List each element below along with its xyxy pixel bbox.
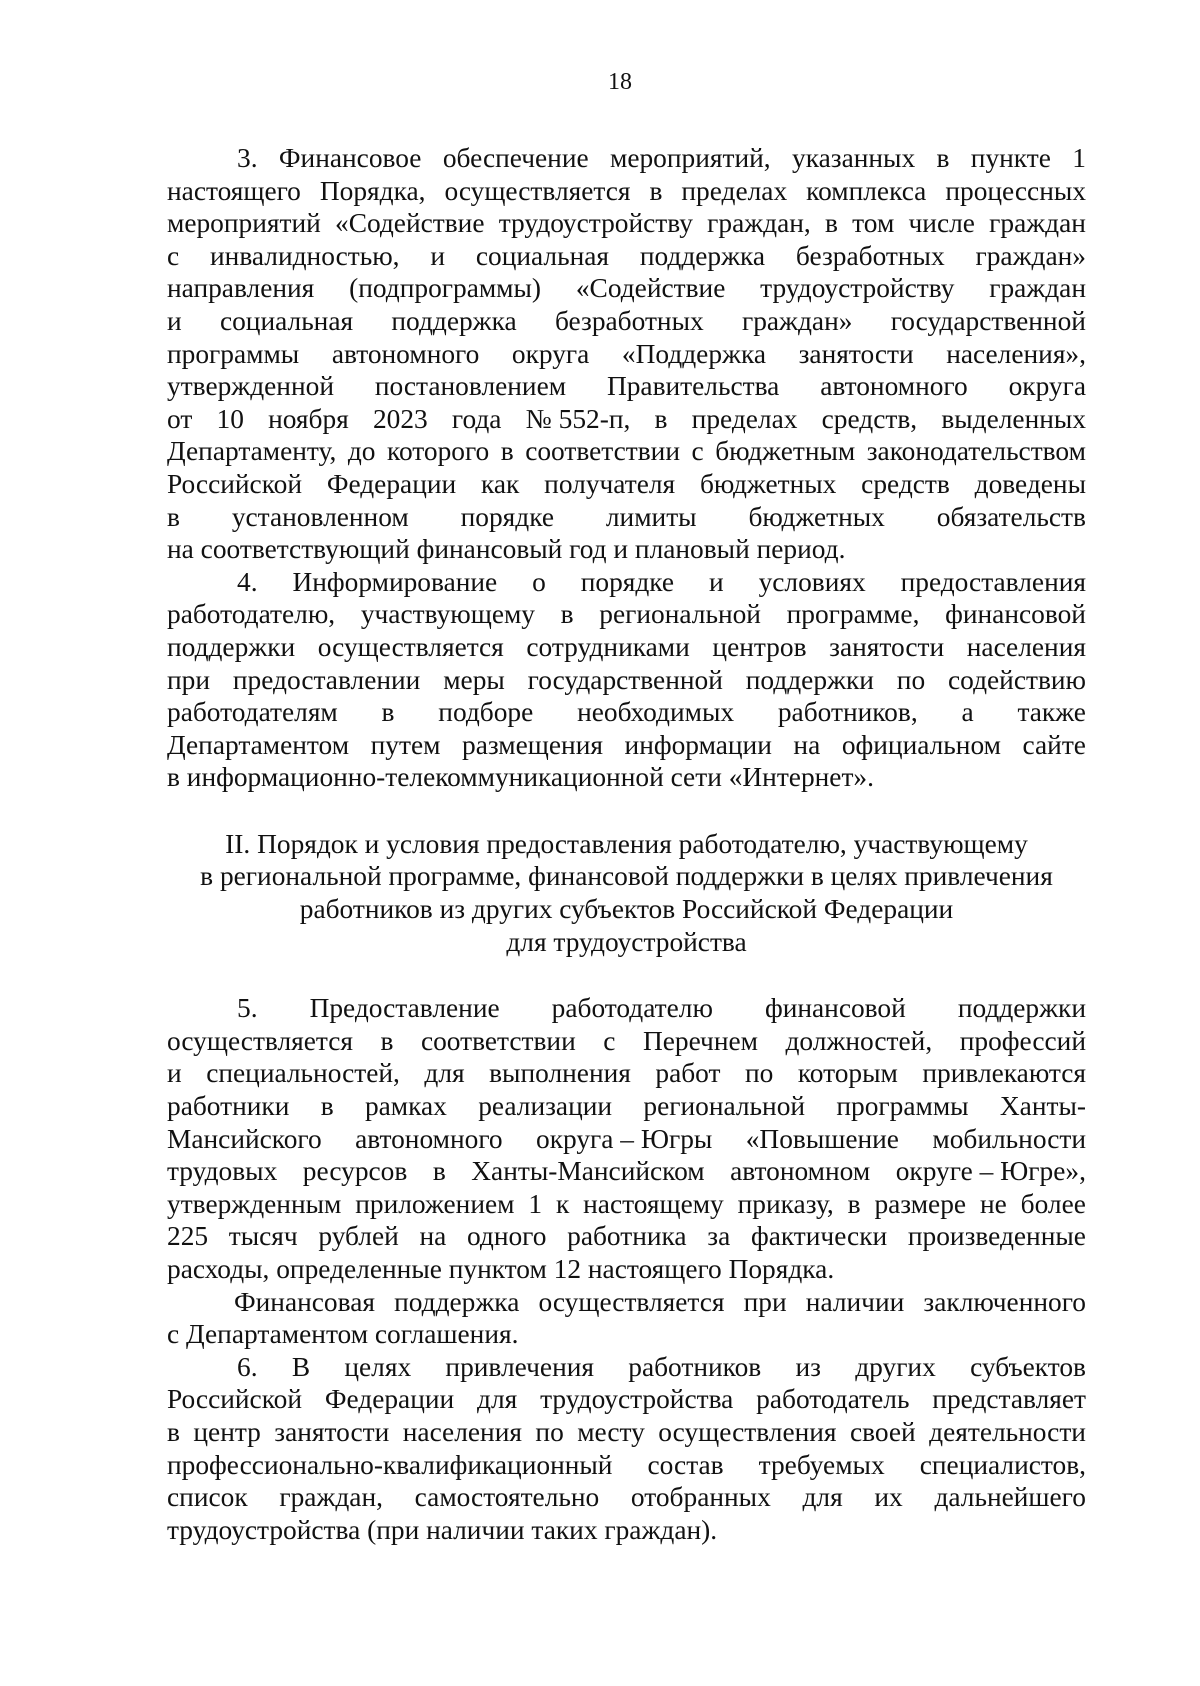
word: граждан: [989, 208, 1086, 239]
word: как: [480, 468, 520, 499]
word: осуществляется: [317, 631, 504, 662]
word: 6.: [237, 1351, 258, 1382]
word: трудовых: [167, 1156, 278, 1187]
text-line: [167, 305, 1086, 338]
word: специальностей,: [206, 1058, 400, 1089]
word: к: [555, 1188, 570, 1219]
word: соответствии: [420, 1025, 576, 1056]
paragraph-3: [167, 142, 1086, 566]
word: для: [477, 1384, 518, 1415]
word: соответствии: [525, 436, 680, 467]
text-line: [167, 696, 1086, 729]
word: обязательств: [936, 501, 1086, 532]
word: ноября: [268, 403, 349, 434]
word: которого: [387, 436, 490, 467]
text-line: [167, 240, 1086, 273]
text-line: [167, 1481, 1086, 1514]
word: работодателю: [551, 993, 713, 1024]
word: в: [560, 599, 574, 630]
text-line: [167, 501, 1086, 534]
text-line: [167, 468, 1086, 501]
word: предоставлении: [232, 664, 421, 695]
text-line: [167, 142, 1086, 175]
word: средств,: [821, 403, 918, 434]
word: трудоустройству: [760, 273, 955, 304]
word: по: [535, 1416, 564, 1447]
word: трудоустройству: [498, 208, 693, 239]
word: и: [430, 240, 446, 271]
word: финансовой: [945, 599, 1086, 630]
word: 2023: [372, 403, 428, 434]
word: работ: [655, 1058, 721, 1089]
word: размере: [874, 1188, 967, 1219]
word: Российской: [167, 1384, 302, 1415]
text-line: [167, 207, 1086, 240]
paragraph-6: [167, 1351, 1086, 1547]
word: с: [691, 436, 704, 467]
section-heading-line: в региональной программе, финансовой поддержки в целях привлечения: [200, 861, 1053, 892]
text-line: [167, 598, 1086, 631]
word: занятости: [798, 338, 914, 369]
word: 4.: [237, 566, 258, 597]
word: Департаменту,: [167, 436, 337, 467]
word: содействию: [948, 664, 1086, 695]
word: приложением: [355, 1188, 515, 1219]
word: работников: [628, 1351, 762, 1382]
word: настоящего: [167, 175, 301, 206]
word: пределах: [681, 175, 788, 206]
word: настоящему: [583, 1188, 724, 1219]
word: работника: [567, 1221, 687, 1252]
word: в: [167, 1416, 180, 1447]
word: бюджетным: [715, 436, 856, 467]
word: региональной: [643, 1091, 806, 1122]
word: 225: [167, 1221, 209, 1252]
word: на: [419, 1221, 447, 1252]
word: «Повышение: [745, 1123, 899, 1154]
text-line: [167, 1220, 1086, 1253]
text-line: [167, 435, 1086, 468]
word: безработных: [554, 305, 704, 336]
word: работодатель: [756, 1384, 910, 1415]
word: размещения: [462, 729, 603, 760]
word: не: [979, 1188, 1007, 1219]
word: тысяч: [228, 1221, 298, 1252]
word: и: [167, 1058, 182, 1089]
word: в: [654, 403, 668, 434]
word: округа: [1008, 371, 1086, 402]
text-line-last: трудоустройства (при наличии таких граждан).: [167, 1514, 718, 1545]
document-body: [167, 142, 1086, 1546]
word: по: [744, 1058, 774, 1089]
word: социальная: [475, 240, 609, 271]
word: Правительства: [606, 371, 780, 402]
word: в: [500, 436, 514, 467]
text-line-last: с Департаментом соглашения.: [167, 1319, 519, 1350]
word: Федерации: [326, 468, 457, 499]
word: государственной: [890, 305, 1086, 336]
text-line: [167, 1057, 1086, 1090]
word: поддержки: [745, 664, 874, 695]
word: финансовой: [764, 993, 906, 1024]
word: Российской: [167, 468, 302, 499]
word: обеспечение: [442, 143, 589, 173]
text-line-last: расходы, определенные пунктом 12 настоящего Порядка.: [167, 1254, 835, 1284]
word: других: [855, 1351, 936, 1382]
text-line: [167, 1155, 1086, 1188]
word: округа: [511, 338, 590, 369]
word: средств: [861, 468, 950, 499]
word: за: [707, 1221, 731, 1252]
word: самостоятельно: [414, 1482, 600, 1513]
section-heading-line: для трудоустройства: [506, 926, 747, 957]
word: доведены: [974, 468, 1086, 499]
text-line: [167, 1090, 1086, 1123]
word: получателя: [544, 468, 676, 499]
word: меры: [443, 664, 505, 695]
word: программы: [167, 338, 300, 369]
word: их: [874, 1482, 903, 1513]
text-line: [167, 403, 1086, 436]
text-line: [167, 175, 1086, 208]
text-line: [167, 1351, 1086, 1384]
word: лимиты: [605, 501, 697, 532]
word: необходимых: [577, 697, 735, 728]
word: работники: [167, 1091, 290, 1122]
word: предоставления: [900, 566, 1086, 597]
word: привлекаются: [922, 1058, 1086, 1089]
word: фактически: [750, 1221, 888, 1252]
word: требуемых: [758, 1449, 885, 1480]
word: (подпрограммы): [349, 273, 542, 304]
word: Мансийского: [167, 1123, 322, 1154]
word: Федерации: [324, 1384, 455, 1415]
word: поддержка: [391, 305, 517, 336]
word: граждан»: [975, 240, 1086, 271]
word: комплекса: [806, 175, 927, 206]
paragraph-5: [167, 992, 1086, 1285]
word: условиях: [758, 566, 866, 597]
text-line: [167, 992, 1086, 1025]
word: года: [451, 403, 502, 434]
word: приказу,: [737, 1188, 834, 1219]
word: центр: [193, 1416, 261, 1447]
word: наличии: [805, 1286, 905, 1317]
word: установленном: [231, 501, 409, 532]
word: из: [795, 1351, 821, 1382]
word: ресурсов: [302, 1156, 408, 1187]
text-line: [167, 272, 1086, 305]
word: своей: [849, 1416, 916, 1447]
text-line: [167, 631, 1086, 664]
word: и: [709, 566, 724, 597]
word: населения: [966, 631, 1086, 662]
word: Порядка,: [319, 175, 426, 206]
word: В: [291, 1351, 311, 1382]
word: программы: [836, 1091, 969, 1122]
word: сайте: [1022, 729, 1086, 760]
word: Финансовая: [234, 1286, 375, 1317]
word: занятости: [274, 1416, 390, 1447]
word: трудоустройства: [540, 1384, 734, 1415]
word: в: [432, 1156, 446, 1187]
word: № 552-п,: [525, 403, 631, 434]
word: Предоставление: [309, 993, 500, 1024]
section-heading: [167, 828, 1086, 958]
spacer: [167, 794, 1086, 828]
word: в: [167, 501, 180, 532]
word: граждан: [989, 273, 1086, 304]
word: профессий: [959, 1025, 1086, 1056]
word: состав: [647, 1449, 724, 1480]
word: бюджетных: [699, 468, 837, 499]
text-line: [167, 1416, 1086, 1449]
word: информации: [624, 729, 772, 760]
word: мобильности: [932, 1123, 1086, 1154]
word: автономного: [820, 371, 968, 402]
word: утвержденной: [167, 371, 334, 402]
word: для: [802, 1482, 843, 1513]
word: месту: [577, 1416, 645, 1447]
paragraph-4: [167, 566, 1086, 794]
word: одного: [466, 1221, 547, 1252]
text-line: [167, 729, 1086, 762]
word: реализации: [478, 1091, 613, 1122]
word: выделенных: [941, 403, 1086, 434]
text-line: [167, 1383, 1086, 1416]
word: в: [936, 143, 950, 173]
word: отобранных: [630, 1482, 771, 1513]
word: осуществляется: [538, 1286, 725, 1317]
word: также: [1017, 697, 1086, 728]
word: в: [847, 1188, 861, 1219]
word: мероприятий: [167, 208, 321, 239]
word: безработных: [795, 240, 945, 271]
word: осуществления: [658, 1416, 837, 1447]
word: целях: [344, 1351, 412, 1382]
word: Перечнем: [642, 1025, 758, 1056]
word: 1: [1072, 143, 1086, 173]
word: граждан,: [707, 208, 811, 239]
word: выполнения: [489, 1058, 631, 1089]
word: 5.: [237, 993, 258, 1024]
spacer: [167, 958, 1086, 992]
word: а: [961, 697, 974, 728]
word: дальнейшего: [934, 1482, 1086, 1513]
word: пункте: [970, 143, 1051, 173]
word: «Содействие: [575, 273, 726, 304]
word: автономном: [730, 1156, 871, 1187]
paragraph-5-continued: [167, 1286, 1086, 1351]
word: с: [603, 1025, 616, 1056]
word: в: [649, 175, 663, 206]
word: осуществляется: [444, 175, 631, 206]
word: официальном: [841, 729, 1001, 760]
word: поддержки: [957, 993, 1086, 1024]
word: государственной: [527, 664, 723, 695]
text-line: [167, 1025, 1086, 1058]
word: граждан,: [279, 1482, 383, 1513]
word: 10: [216, 403, 244, 434]
word: в: [381, 697, 395, 728]
word: для: [424, 1058, 465, 1089]
section-heading-line: работников из других субъектов Российской Федерации: [299, 894, 954, 925]
word: в: [320, 1091, 334, 1122]
word: при: [743, 1286, 787, 1317]
word: порядке: [580, 566, 675, 597]
word: с: [167, 240, 180, 271]
word: сотрудниками: [526, 631, 690, 662]
word: до: [347, 436, 376, 467]
word: Ханты-Мансийском: [471, 1156, 705, 1187]
word: бюджетных: [748, 501, 885, 532]
word: «Содействие: [335, 208, 485, 239]
word: населения»,: [946, 338, 1086, 369]
word: о: [532, 566, 546, 597]
text-line: [167, 1188, 1086, 1221]
word: постановлением: [374, 371, 567, 402]
word: по: [896, 664, 926, 695]
word: рублей: [318, 1221, 399, 1252]
text-line: [167, 370, 1086, 403]
word: поддержка: [394, 1286, 520, 1317]
word: автономного: [355, 1123, 503, 1154]
word: утвержденным: [167, 1188, 342, 1219]
word: работников,: [777, 697, 918, 728]
word: в: [380, 1025, 394, 1056]
word: законодательством: [866, 436, 1086, 467]
word: поддержки: [167, 631, 296, 662]
word: которым: [797, 1058, 898, 1089]
word: региональной: [599, 599, 761, 630]
word: специалистов,: [919, 1449, 1086, 1480]
word: деятельности: [929, 1416, 1086, 1447]
word: при: [167, 664, 211, 695]
text-line: [167, 1123, 1086, 1156]
word: более: [1020, 1188, 1086, 1219]
word: направления: [167, 273, 315, 304]
word: на: [793, 729, 821, 760]
page-number: 18: [608, 69, 632, 95]
word: участвующему: [360, 599, 535, 630]
word: порядке: [460, 501, 554, 532]
word: от: [167, 403, 193, 434]
word: 3.: [237, 143, 258, 173]
text-line: [167, 566, 1086, 599]
word: указанных: [792, 143, 916, 173]
word: 1: [528, 1188, 543, 1219]
word: подборе: [438, 697, 534, 728]
text-line: [167, 1449, 1086, 1482]
section-heading-line: II. Порядок и условия предоставления работодателю, участвующему: [225, 828, 1028, 859]
word: центров: [712, 631, 807, 662]
word: путем: [370, 729, 441, 760]
word: субъектов: [970, 1351, 1086, 1382]
word: Департаментом: [167, 729, 350, 760]
text-line: [167, 1286, 1086, 1319]
word: поддержка: [639, 240, 766, 271]
word: Информирование: [292, 566, 498, 597]
word: округа – Югры: [536, 1123, 713, 1154]
word: граждан»: [741, 305, 853, 336]
word: в: [825, 208, 838, 239]
word: Финансовое: [278, 143, 422, 173]
word: привлечения: [445, 1351, 594, 1382]
word: работодателю,: [167, 599, 336, 630]
word: рамках: [364, 1091, 447, 1122]
word: должностей,: [785, 1025, 933, 1056]
word: Ханты-: [999, 1091, 1086, 1122]
word: том: [852, 208, 895, 239]
word: мероприятий,: [610, 143, 771, 173]
word: процессных: [945, 175, 1086, 206]
word: «Поддержка: [621, 338, 767, 369]
word: профессионально-квалификационный: [167, 1449, 613, 1480]
text-line: [167, 338, 1086, 371]
word: произведенные: [907, 1221, 1086, 1252]
word: и: [167, 305, 182, 336]
word: список: [167, 1482, 248, 1513]
text-line-last: на соответствующий финансовый год и плановый период.: [167, 534, 846, 565]
text-line: [167, 664, 1086, 697]
word: населения: [402, 1416, 522, 1447]
word: инвалидностью,: [210, 240, 400, 271]
word: представляет: [932, 1384, 1086, 1415]
word: программе,: [786, 599, 920, 630]
word: автономного: [331, 338, 480, 369]
word: работодателям: [167, 697, 338, 728]
word: социальная: [219, 305, 354, 336]
word: осуществляется: [167, 1025, 353, 1056]
word: занятости: [829, 631, 945, 662]
word: заключенного: [923, 1286, 1086, 1317]
word: округе – Югре»,: [895, 1156, 1086, 1187]
text-line-last: в информационно-телекоммуникационной сети «Интернет».: [167, 762, 874, 793]
word: числе: [908, 208, 975, 239]
word: пределах: [691, 403, 798, 434]
